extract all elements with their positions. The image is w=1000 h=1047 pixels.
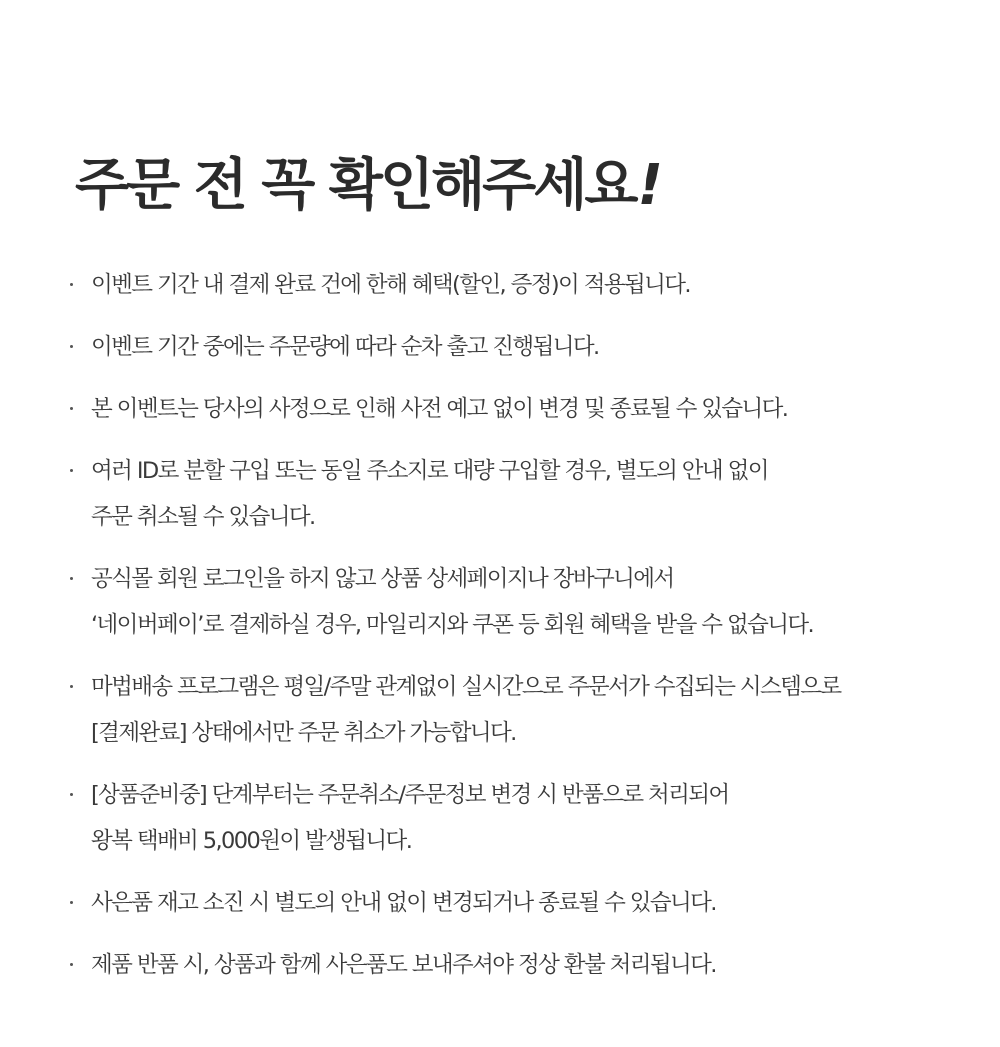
- bullet-icon: [70, 963, 73, 966]
- bullet-icon: [70, 407, 73, 410]
- notice-item: [68, 664, 968, 756]
- notice-title-text: 주문 전 꼭 확인해주세요: [75, 153, 636, 218]
- notice-item-line: 이벤트 기간 내 결제 완료 건에 한해 혜택(할인, 증정)이 적용됩니다.: [91, 272, 690, 298]
- bullet-icon: [70, 345, 73, 348]
- notice-item-line: [결제완료] 상태에서만 주문 취소가 가능합니다.: [91, 720, 516, 746]
- notice-item: [68, 772, 968, 864]
- bullet-icon: [70, 469, 73, 472]
- notice-item: [68, 386, 968, 432]
- notice-item: [68, 448, 968, 540]
- notice-title: [75, 148, 660, 224]
- notice-item: [68, 942, 968, 988]
- notice-item: [68, 324, 968, 370]
- notice-item-line: [상품준비중] 단계부터는 주문취소/주문정보 변경 시 반품으로 처리되어: [91, 782, 729, 808]
- notice-item: [68, 880, 968, 926]
- notice-item-line: ‘네이버페이’로 결제하실 경우, 마일리지와 쿠폰 등 회원 혜택을 받을 수 없습니다.: [91, 612, 814, 638]
- notice-item: [68, 556, 968, 648]
- notice-item-line: 마법배송 프로그램은 평일/주말 관계없이 실시간으로 주문서가 수집되는 시스템으로: [91, 674, 841, 700]
- bullet-icon: [70, 577, 73, 580]
- notice-item-line: 사은품 재고 소진 시 별도의 안내 없이 변경되거나 종료될 수 있습니다.: [91, 890, 716, 916]
- notice-item-line: 주문 취소될 수 있습니다.: [91, 504, 315, 530]
- notice-list: [68, 262, 968, 1004]
- bullet-icon: [70, 283, 73, 286]
- notice-item-line: 공식몰 회원 로그인을 하지 않고 상품 상세페이지나 장바구니에서: [91, 566, 674, 592]
- notice-item-line: 이벤트 기간 중에는 주문량에 따라 순차 출고 진행됩니다.: [91, 334, 599, 360]
- notice-item-line: 왕복 택배비 5,000원이 발생됩니다.: [91, 828, 412, 854]
- bullet-icon: [70, 793, 73, 796]
- notice-title-exclamation: !: [637, 153, 660, 218]
- bullet-icon: [70, 901, 73, 904]
- bullet-icon: [70, 685, 73, 688]
- notice-item-line: 여러 ID로 분할 구입 또는 동일 주소지로 대량 구입할 경우, 별도의 안내 없이: [91, 458, 768, 484]
- notice-item: [68, 262, 968, 308]
- notice-item-line: 제품 반품 시, 상품과 함께 사은품도 보내주셔야 정상 환불 처리됩니다.: [91, 952, 716, 978]
- notice-item-line: 본 이벤트는 당사의 사정으로 인해 사전 예고 없이 변경 및 종료될 수 있습니다.: [91, 396, 788, 422]
